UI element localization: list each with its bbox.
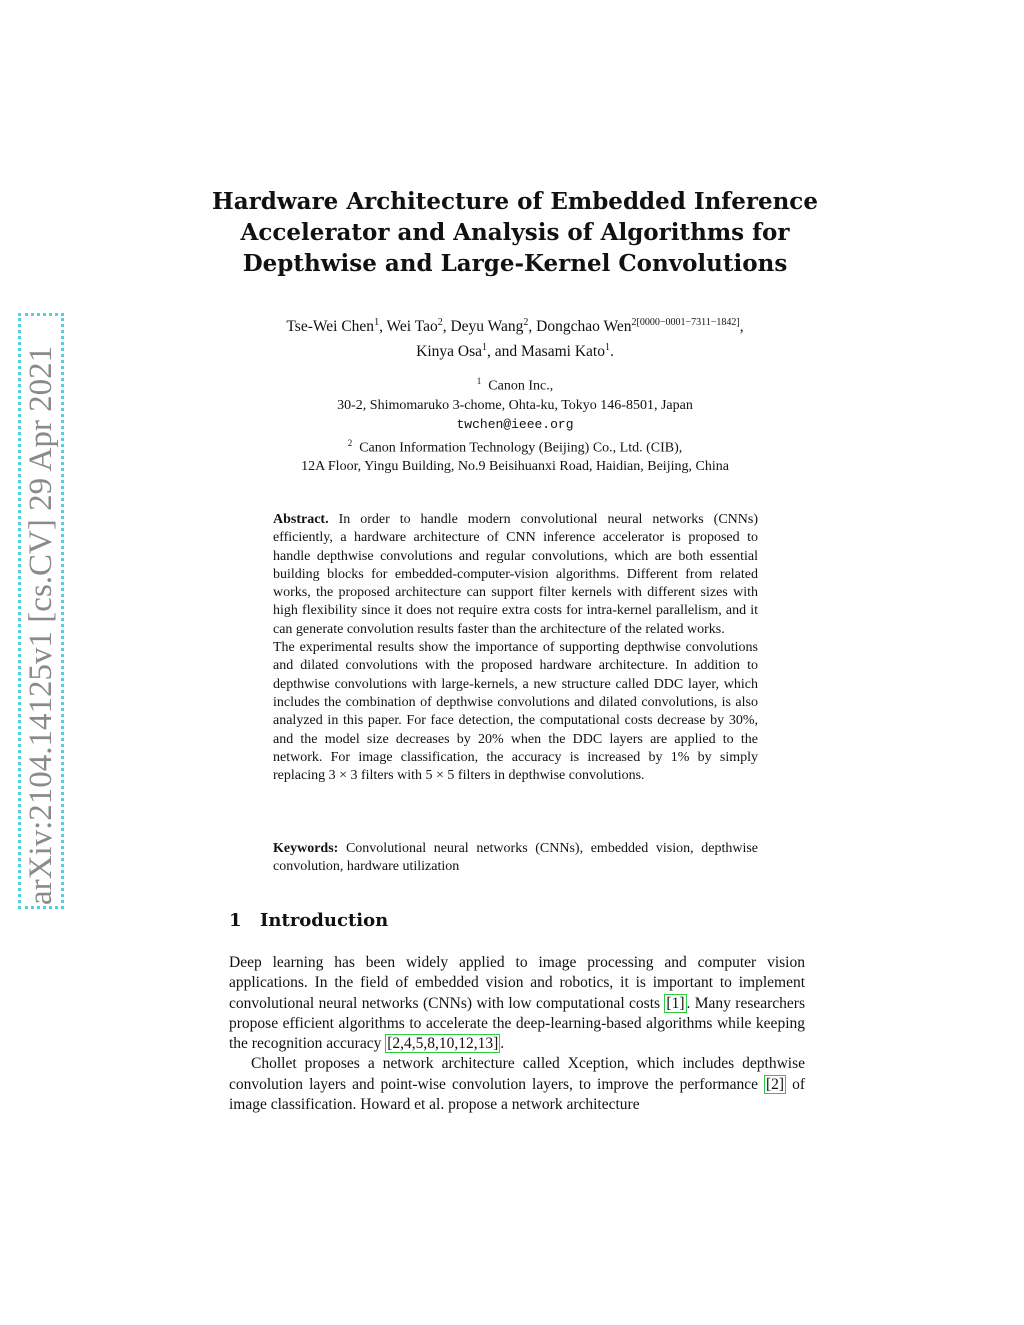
citation-link[interactable]: [1] — [666, 994, 685, 1012]
author-name: , Dongchao Wen — [528, 318, 632, 336]
keywords-label: Keywords: — [273, 841, 339, 856]
keywords — [273, 840, 758, 877]
abstract-paragraph-1 — [273, 511, 758, 639]
author-name: Kinya Osa — [416, 343, 483, 361]
abstract — [273, 511, 758, 785]
affiliation-1-address: 30-2, Shimomaruko 3-chome, Ohta-ku, Tokyo 146-8501, Japan — [337, 397, 693, 413]
citation-link[interactable]: [2,4,5,8,10,12,13] — [387, 1035, 499, 1053]
title-line-1: Hardware Architecture of Embedded Inference — [212, 188, 818, 215]
section-heading — [229, 910, 388, 931]
author-affiliation-mark: 1 — [604, 342, 610, 354]
affiliation-2-name: Canon Information Technology (Beijing) Co., Ltd. (CIB), — [359, 440, 683, 456]
section-title: Introduction — [260, 910, 389, 931]
abstract-paragraph-2: The experimental results show the importance of supporting depthwise convolutions and dilated convolutions with the proposed hardware architecture. In addition to depthwise convolutions with large-kernels, a new structure called DDC layer, which includes the combination of depthwise convolutions and dilated convolutions, is also analyzed in this paper. For face detection, the computational costs decrease by 30%, and the model size decreases by 20% when the DDC layers are applied to the network. For image classification, the accuracy is increased by 1% by simply replacing 3 × 3 filters with 5 × 5 filters in depthwise convolutions. — [273, 640, 758, 784]
keywords-text: Convolutional neural networks (CNNs), embedded vision, depthwise convolution, hardware utilization — [273, 841, 759, 875]
intro-paragraph-1 — [229, 953, 805, 1054]
author-separator: , — [739, 318, 744, 336]
author-name: Tse-Wei Chen — [286, 318, 375, 336]
intro-text: . Many researchers propose efficient algorithms to accelerate the deep-learning-based algorithms while keeping the recognition accuracy — [229, 994, 806, 1053]
author-orcid-mark: 2[0000−0001−7311−1842] — [631, 317, 740, 328]
author-line-1 — [200, 312, 830, 337]
author-affiliation-mark: 1 — [482, 342, 488, 354]
citation-link[interactable]: [2] — [765, 1075, 785, 1093]
intro-text: Deep learning has been widely applied to image processing and computer vision applications. In the field of embedded vision and robotics, it is important to implement convolutional neural networks (CNNs) with low computational costs — [229, 954, 805, 1012]
affiliation-2-org — [200, 434, 830, 458]
author-list — [200, 312, 830, 362]
introduction-body — [229, 953, 805, 1115]
author-affiliation-mark: 1 — [374, 317, 380, 328]
author-affiliation-mark: 2 — [523, 317, 529, 328]
keywords-paragraph — [273, 840, 758, 877]
author-line-2: Kinya Osa$^1$, and Masami Kato$^1$. — [416, 342, 614, 361]
paper-title — [200, 186, 830, 279]
affiliations — [200, 372, 830, 476]
section-number: 1 — [229, 910, 242, 931]
abstract-text-1: In order to handle modern convolutional neural networks (CNNs) efficiently, a hardware architecture of CNN inference accelerator is proposed to handle depthwise convolutions and regular convolutions, which are both essential building blocks for embedded-computer-vision algorithms. Different from related works, the proposed architecture can support filter kernels with different sizes with high flexibility since it does not require extra costs for intra-kernel parallelism, and it can generate convolution results faster than the architecture of the related works. — [273, 512, 759, 637]
affiliation-mark: 2 — [347, 437, 353, 448]
intro-text: Chollet proposes a network architecture called Xception, which includes depthwise convolution layers and point-wise convolution layers, to improve the performance — [229, 1055, 805, 1093]
intro-text: . — [500, 1035, 505, 1053]
title-line-2: Accelerator and Analysis of Algorithms for — [240, 219, 790, 246]
author-name: , and Masami Kato — [487, 343, 605, 361]
affiliation-2-address: 12A Floor, Yingu Building, No.9 Beisihuanxi Road, Haidian, Beijing, China — [301, 459, 729, 475]
affiliation-mark: 1 — [476, 376, 482, 386]
affiliation-1-name: Canon Inc., — [488, 378, 554, 394]
author-name: , Deyu Wang — [442, 318, 524, 336]
arxiv-stamp: arXiv:2104.14125v1 [cs.CV] 29 Apr 2021 — [23, 345, 59, 905]
abstract-label: Abstract. — [273, 512, 329, 527]
intro-paragraph-2 — [229, 1054, 805, 1115]
author-name: , Wei Tao — [379, 318, 438, 336]
title-line-3: Depthwise and Large-Kernel Convolutions — [242, 250, 788, 277]
intro-text: of image classification. Howard et al. propose a network architecture — [229, 1075, 805, 1114]
author-email[interactable]: twchen@ieee.org — [456, 416, 574, 432]
author-affiliation-mark: 2 — [437, 317, 443, 328]
affiliation-1-org — [200, 372, 830, 396]
